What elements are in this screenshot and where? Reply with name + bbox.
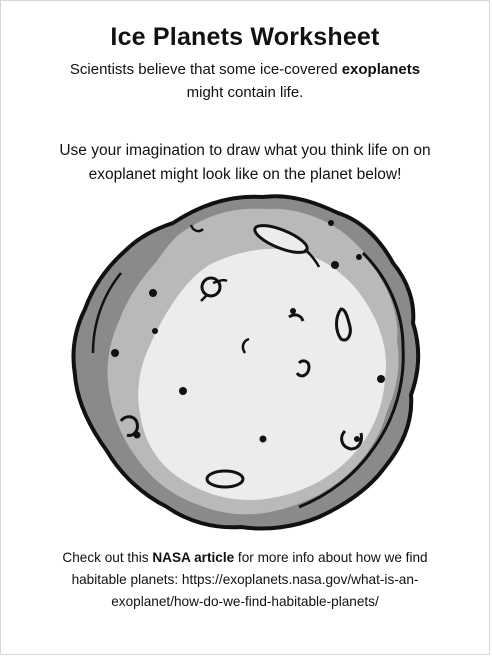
- crater-dot: [356, 254, 362, 260]
- footer-text-part1: Check out this: [62, 550, 153, 565]
- instructions: [21, 139, 469, 187]
- intro-text-part2: might contain life.: [186, 84, 304, 101]
- instructions-line1: Use your imagination to draw what you think life on on: [59, 142, 431, 159]
- exoplanets-bold: exoplanets: [341, 61, 421, 78]
- intro-text: [21, 58, 469, 104]
- ice-planet-illustration: [63, 183, 435, 535]
- crater-dot: [111, 349, 119, 357]
- instructions-line2: exoplanet might look like on the planet below!: [88, 166, 402, 183]
- crater-dot: [354, 436, 360, 442]
- crater-dot: [260, 436, 267, 443]
- footer-text-part3: habitable planets: https://exoplanets.nasa.gov/what-is-an-: [71, 572, 419, 587]
- footer-text-part4: exoplanet/how-do-we-find-habitable-planets/: [111, 594, 379, 609]
- crater-bottom: [207, 471, 243, 487]
- crater-dot: [290, 308, 296, 314]
- nasa-article-link[interactable]: NASA article: [152, 550, 235, 565]
- crater-dot: [331, 261, 339, 269]
- footer-note: [21, 547, 469, 613]
- intro-text-part1: Scientists believe that some ice-covered: [69, 61, 342, 78]
- crater-dot: [179, 387, 187, 395]
- crater-dot: [328, 220, 334, 226]
- footer-text-part2: for more info about how we find: [234, 550, 428, 565]
- crater-dot: [149, 289, 157, 297]
- page-title: Ice Planets Worksheet: [110, 23, 380, 51]
- crater-dot: [134, 432, 141, 439]
- crater-dot: [377, 375, 385, 383]
- crater-dot: [152, 328, 158, 334]
